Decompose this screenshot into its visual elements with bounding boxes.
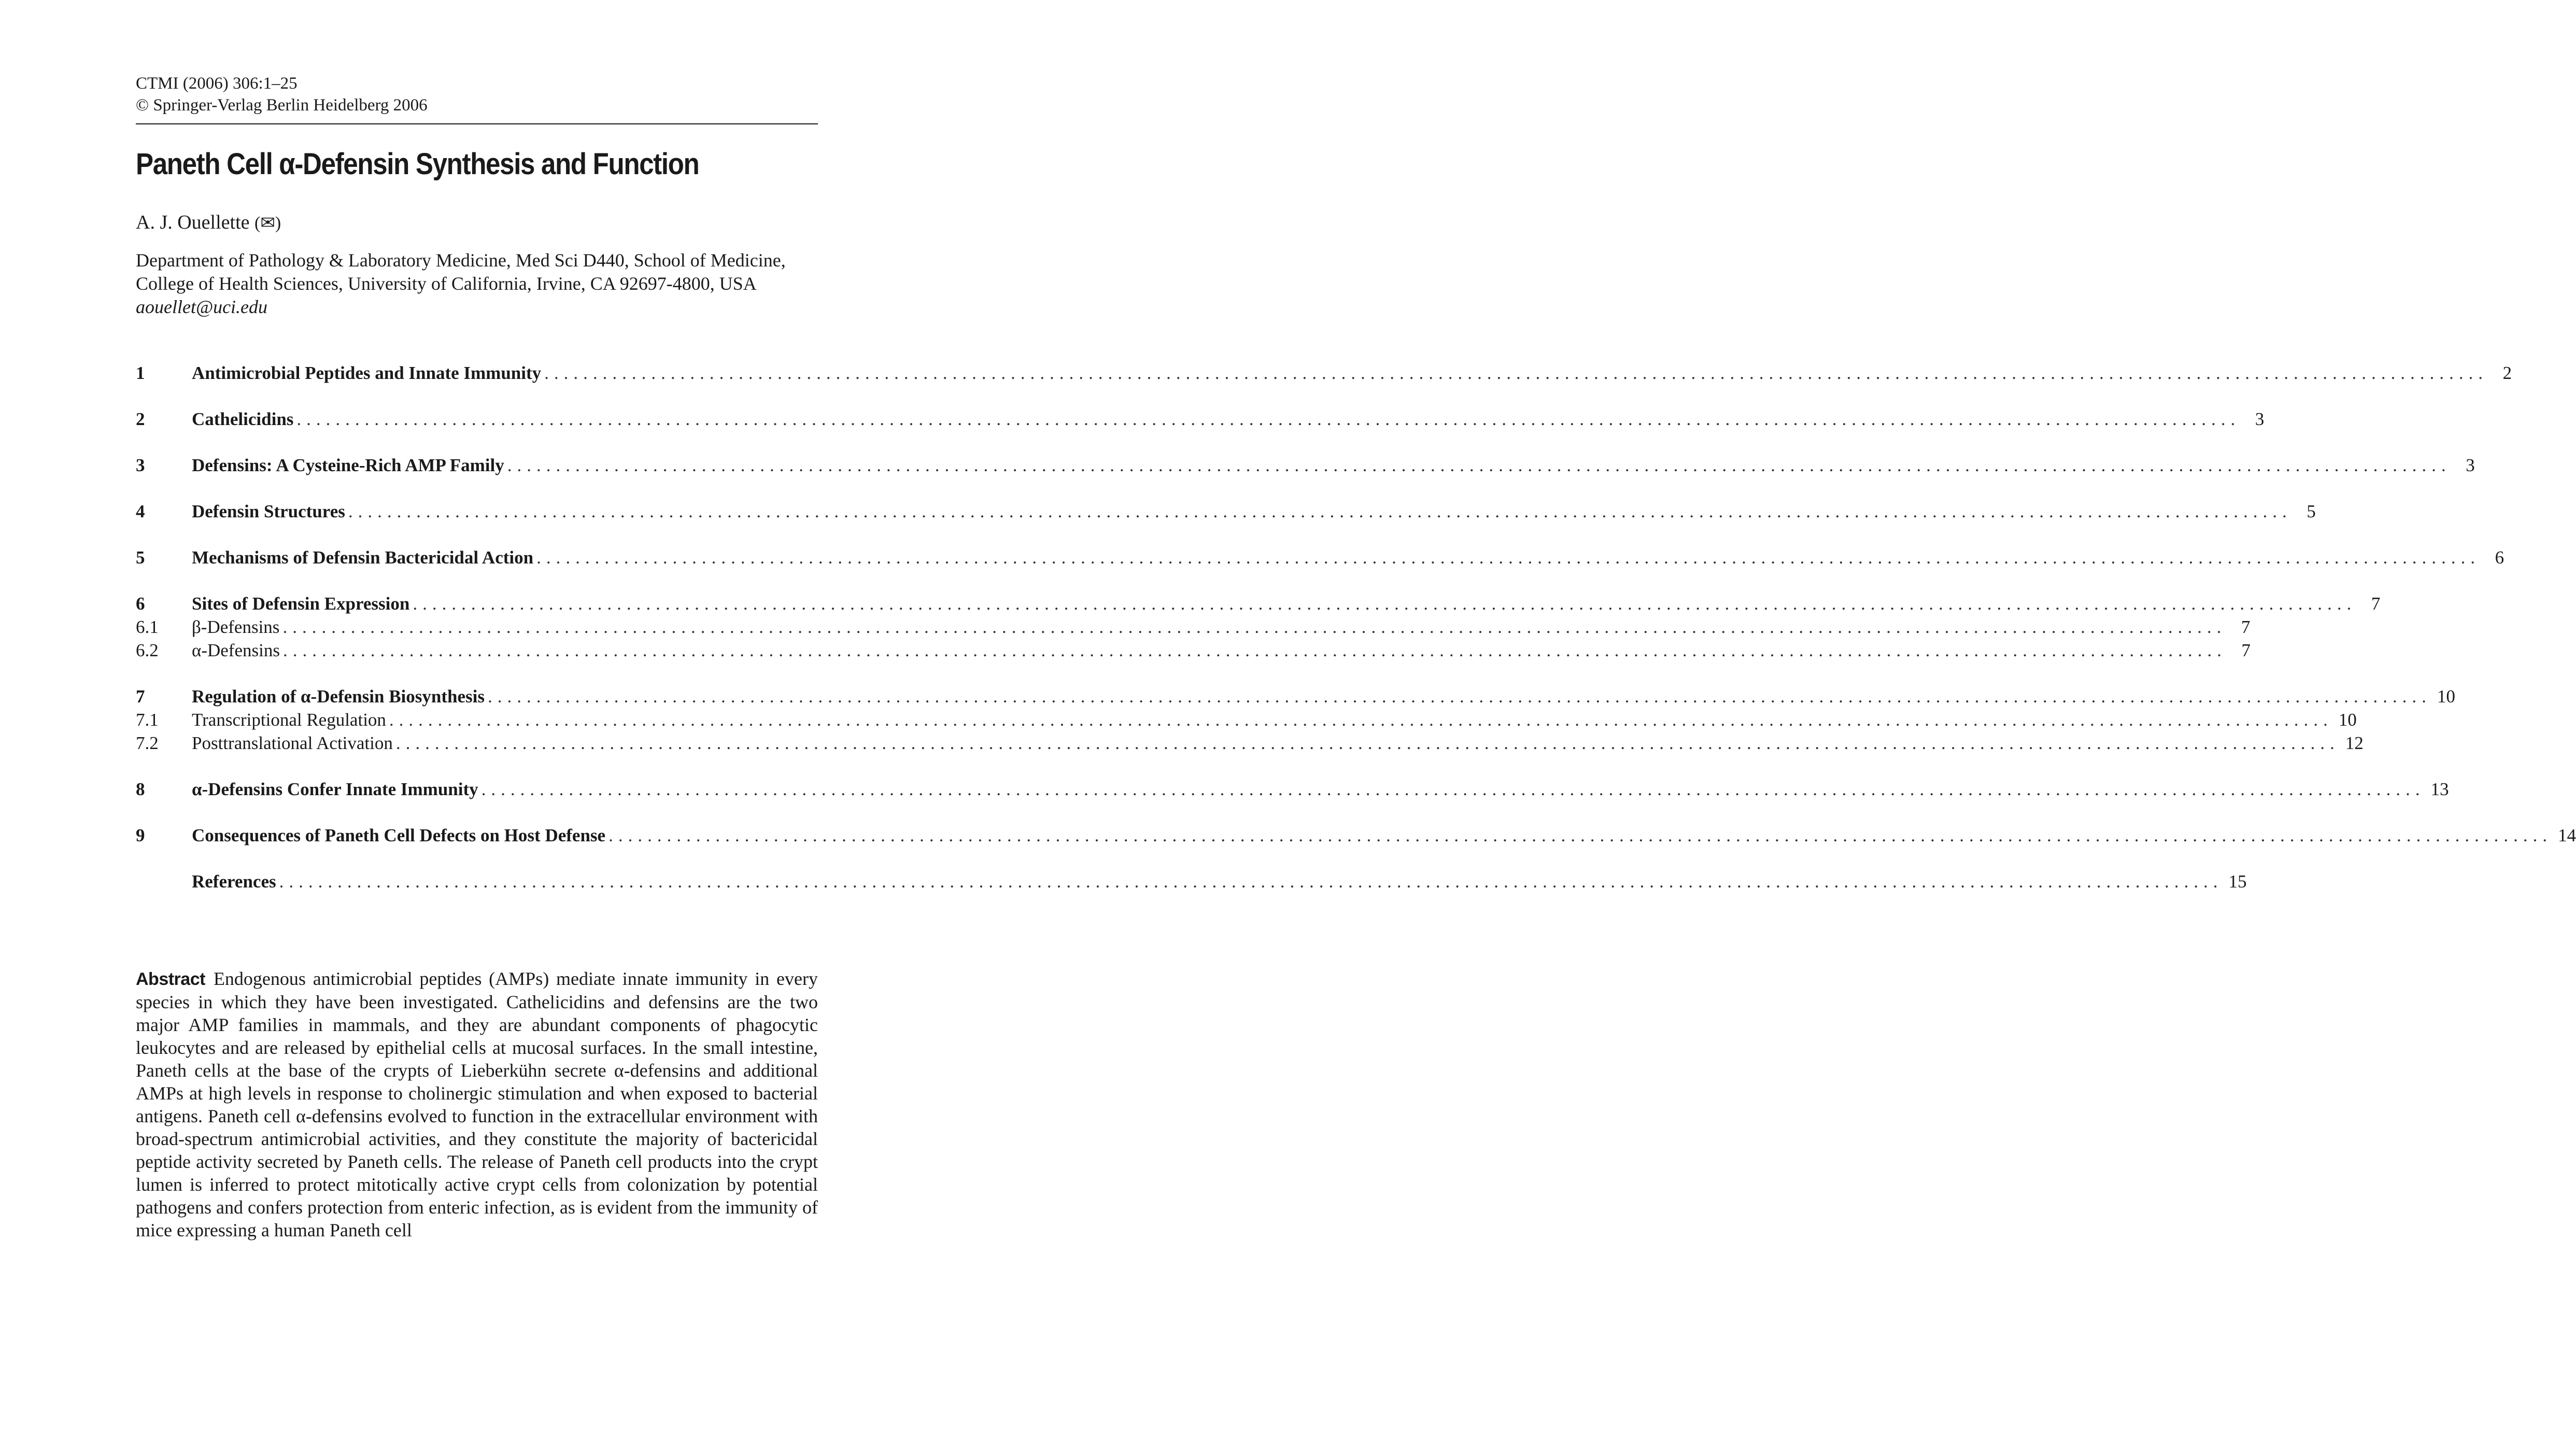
toc-entry-page: 7 xyxy=(2241,617,2251,637)
abstract-text: Endogenous antimicrobial peptides (AMPs) mediate innate immunity in every species in which they have been investigated. Cathelicidins and defensins are the two major AMP families in mammals, and they are abundant components of phagocytic leukocytes and are released by epithelial cells at mucosal surfaces. In the small intestine, Paneth cells at the base of the crypts of Lieberkühn secrete α-defensins and additional AMPs at high levels in response to cholinergic stimulation and when exposed to bacterial antigens. Paneth cell α-defensins evolved to function in the extracellular environment with broad-spectrum antimicrobial activities, and they constitute the majority of bactericidal peptide activity secreted by Paneth cells. The release of Paneth cell products into the crypt lumen is inferred to protect mitotically active crypt cells from colonization by potential pathogens and confers protection from enteric infection, as is evident from the immunity of mice expressing a human Paneth cell xyxy=(136,968,818,1240)
toc-group-gap xyxy=(136,386,819,409)
toc-leader-dots: ........................................................................................................................................................................................................ xyxy=(608,825,2553,845)
toc-entry-title: Transcriptional Regulation xyxy=(192,710,386,730)
toc-entry-number: 9 xyxy=(136,825,145,845)
author-email[interactable]: aouellet@uci.edu xyxy=(136,297,268,317)
toc-entry-number: 1 xyxy=(136,363,145,383)
toc-group-gap xyxy=(136,802,819,825)
toc-leader-dots: ........................................................................................................................................................................................................ xyxy=(282,640,2227,660)
toc-entry-page: 6 xyxy=(2495,547,2504,568)
toc-entry-page: 10 xyxy=(2338,710,2357,730)
article-title: Paneth Cell α-Defensin Synthesis and Function xyxy=(136,147,699,181)
toc-entry-page: 2 xyxy=(2502,363,2512,383)
toc-entry-title: Posttranslational Activation xyxy=(192,733,393,753)
toc-entry-number: 5 xyxy=(136,547,145,568)
toc-entry[interactable] xyxy=(136,594,2381,617)
toc-leader-dots: ........................................................................................................................................................................................................ xyxy=(282,617,2227,637)
journal-citation: CTMI (2006) 306:1–25 xyxy=(136,74,298,93)
toc-entry-page: 14 xyxy=(2558,825,2576,845)
toc-entry-title: Consequences of Paneth Cell Defects on Host Defense xyxy=(192,825,606,845)
toc-entry-title: Defensins: A Cysteine-Rich AMP Family xyxy=(192,455,504,475)
toc-leader-dots: ........................................................................................................................................................................................................ xyxy=(413,594,2357,614)
toc-entry-page: 7 xyxy=(2241,640,2251,660)
affiliation xyxy=(136,249,825,319)
toc-entry-title: β-Defensins xyxy=(192,617,280,637)
toc-entry-page: 3 xyxy=(2466,455,2475,475)
abstract xyxy=(136,967,818,1242)
toc-entry-page: 13 xyxy=(2430,779,2449,799)
toc-leader-dots: ........................................................................................................................................................................................................ xyxy=(481,779,2425,799)
toc-entry-page: 10 xyxy=(2437,686,2455,707)
header-divider xyxy=(136,123,818,124)
toc-entry-title: α-Defensins Confer Innate Immunity xyxy=(192,779,478,799)
toc-entry[interactable] xyxy=(136,363,2512,386)
toc-leader-dots: ........................................................................................................................................................................................................ xyxy=(507,455,2451,475)
toc-group-gap xyxy=(136,432,819,455)
toc-entry-number: 7 xyxy=(136,686,145,707)
toc-leader-dots: ........................................................................................................................................................................................................ xyxy=(348,501,2292,521)
toc-entry-page: 3 xyxy=(2255,409,2264,429)
toc-entry-number: 4 xyxy=(136,501,145,521)
toc-entry[interactable] xyxy=(136,501,2316,525)
toc-entry[interactable] xyxy=(136,825,2576,849)
toc-leader-dots: ........................................................................................................................................................................................................ xyxy=(488,686,2431,707)
toc-leader-dots: ........................................................................................................................................................................................................ xyxy=(296,409,2241,429)
toc-entry-number: 3 xyxy=(136,455,145,475)
toc-entry[interactable] xyxy=(136,640,2251,664)
toc-entry-title: Antimicrobial Peptides and Innate Immunity xyxy=(192,363,542,383)
toc-entry-title: Mechanisms of Defensin Bactericidal Action xyxy=(192,547,534,568)
toc-group-gap xyxy=(136,571,819,594)
envelope-icon: (✉) xyxy=(254,214,281,233)
running-header xyxy=(136,73,818,116)
toc-entry[interactable] xyxy=(136,710,2357,733)
copyright-notice: © Springer-Verlag Berlin Heidelberg 2006 xyxy=(136,96,428,115)
toc-entry-page: 15 xyxy=(2228,871,2247,892)
toc-entry[interactable] xyxy=(136,779,2449,802)
toc-entry-number: 6.1 xyxy=(136,617,159,637)
toc-entry-title: Cathelicidins xyxy=(192,409,294,429)
toc-group-gap xyxy=(136,849,819,871)
toc-entry-title: Defensin Structures xyxy=(192,501,345,521)
toc-entry[interactable] xyxy=(136,409,2264,432)
toc-entry[interactable] xyxy=(136,617,2251,640)
toc-entry-title: Sites of Defensin Expression xyxy=(192,594,410,614)
toc-entry-page: 7 xyxy=(2371,594,2381,614)
toc-entry-number: 2 xyxy=(136,409,145,429)
toc-leader-dots: ........................................................................................................................................................................................................ xyxy=(536,547,2481,568)
affiliation-line-1: Department of Pathology & Laboratory Medicine, Med Sci D440, School of Medicine, xyxy=(136,250,786,271)
toc-group-gap xyxy=(136,478,819,501)
toc-entry-page: 12 xyxy=(2345,733,2363,753)
toc-leader-dots: ........................................................................................................................................................................................................ xyxy=(544,363,2488,383)
toc-entry[interactable] xyxy=(136,686,2455,710)
toc-leader-dots: ........................................................................................................................................................................................................ xyxy=(279,871,2223,892)
toc-leader-dots: ........................................................................................................................................................................................................ xyxy=(395,733,2340,753)
toc-leader-dots: ........................................................................................................................................................................................................ xyxy=(389,710,2333,730)
author-line xyxy=(136,209,281,236)
table-of-contents xyxy=(136,363,2576,895)
abstract-label: Abstract xyxy=(136,969,205,989)
toc-entry-number: 7.2 xyxy=(136,733,159,753)
toc-entry-number: 8 xyxy=(136,779,145,799)
toc-group-gap xyxy=(136,664,819,686)
toc-entry-title: α-Defensins xyxy=(192,640,280,660)
toc-group-gap xyxy=(136,756,819,779)
toc-entry[interactable] xyxy=(136,871,2247,895)
toc-entry[interactable] xyxy=(136,455,2475,478)
toc-entry[interactable] xyxy=(136,733,2363,756)
toc-entry-title: Regulation of α-Defensin Biosynthesis xyxy=(192,686,485,707)
toc-entry-number: 7.1 xyxy=(136,710,159,730)
toc-group-gap xyxy=(136,525,819,547)
affiliation-line-2: College of Health Sciences, University of California, Irvine, CA 92697-4800, USA xyxy=(136,273,757,294)
toc-entry-number: 6.2 xyxy=(136,640,159,660)
toc-entry[interactable] xyxy=(136,547,2504,571)
toc-entry-page: 5 xyxy=(2306,501,2316,521)
toc-entry-number: 6 xyxy=(136,594,145,614)
toc-entry-title: References xyxy=(192,871,276,892)
author-name: A. J. Ouellette xyxy=(136,211,250,233)
